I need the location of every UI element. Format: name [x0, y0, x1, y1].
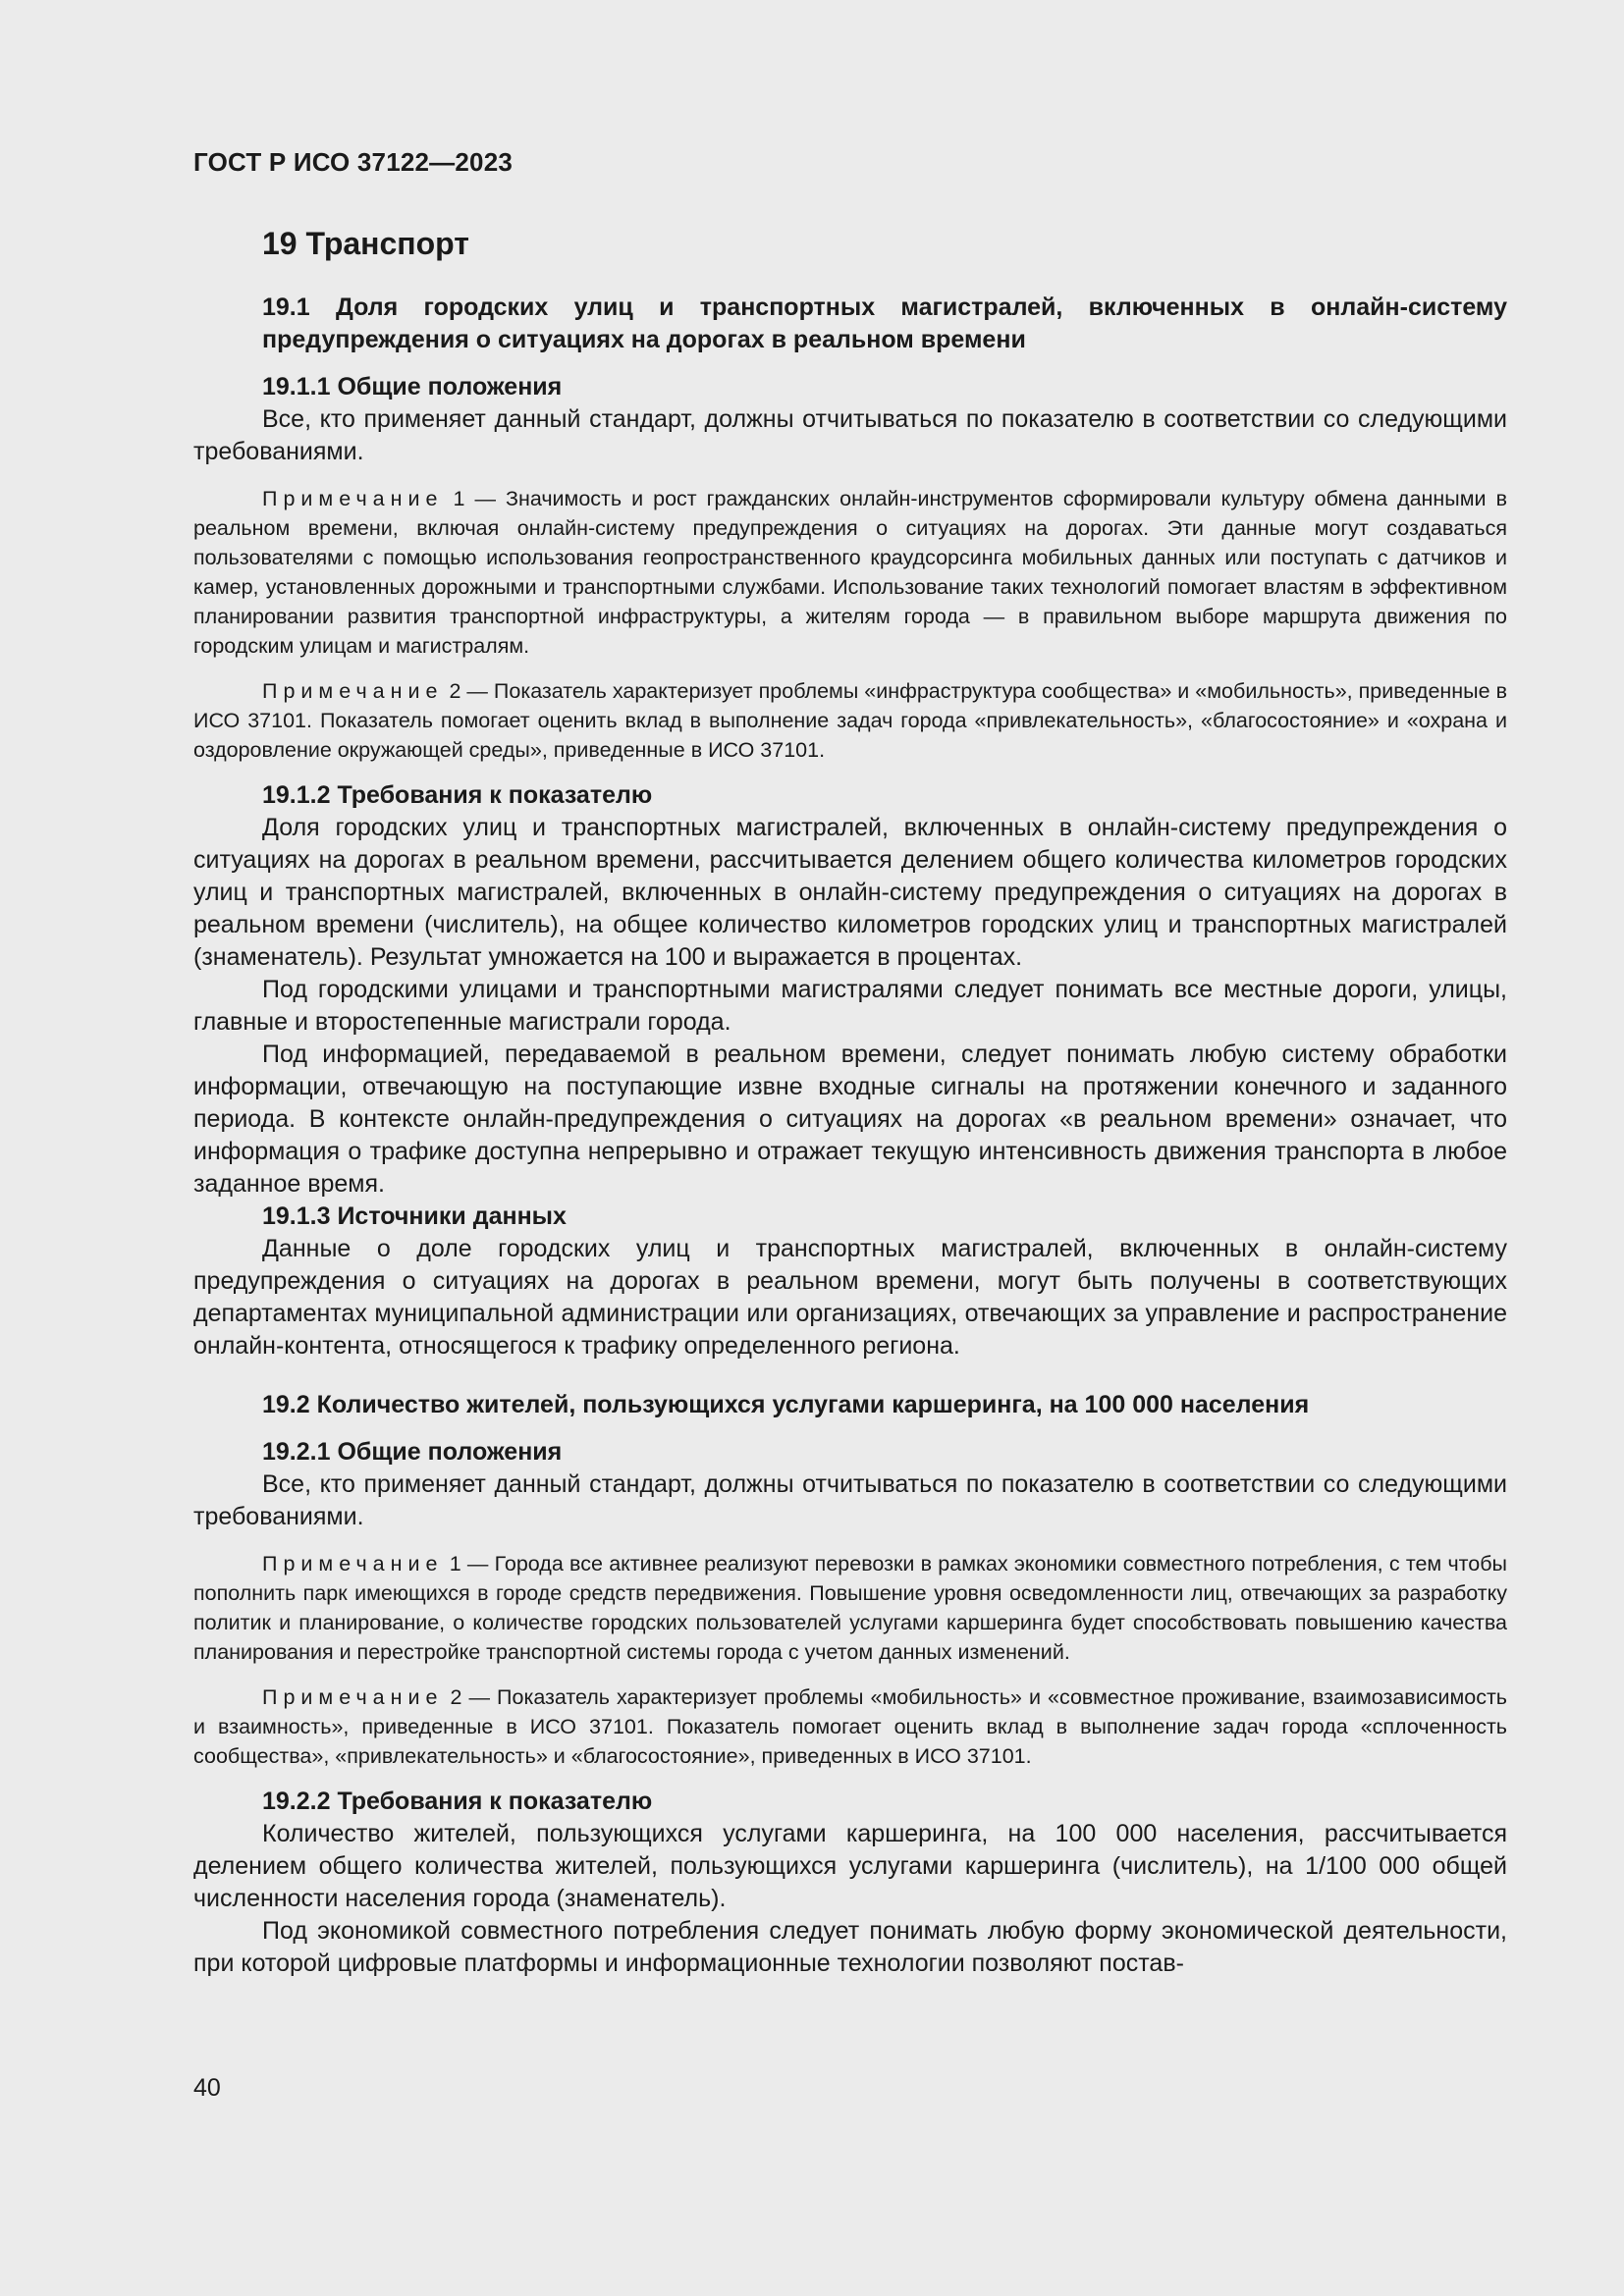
page-number: 40 — [193, 2074, 221, 2102]
section-19-1-1-paragraph: Все, кто применяет данный стандарт, должны отчитываться по показателю в соответствии со следующими требованиями. — [193, 405, 1507, 465]
section-19-1-2-paragraph-1: Доля городских улиц и транспортных магистралей, включенных в онлайн-систему предупреждения о ситуациях на дорогах в реальном времени, рассчитывается делением общего количества километров городских улиц и транспортных магистралей, включенных в онлайн-систему предупреждения о ситуациях на дорогах в реальном времени (числитель), на общее количество километров городских улиц и транспортных магистралей (знаменатель). Результат умножается на 100 и выражается в процентах. — [193, 814, 1507, 971]
note-label: Примечание — [262, 679, 444, 703]
section-19-title: 19 Транспорт — [262, 226, 469, 261]
section-19-1-3-title: 19.1.3 Источники данных — [262, 1202, 567, 1230]
section-19-2-2-paragraph-1: Количество жителей, пользующихся услугами каршеринга, на 100 000 населения, рассчитывается делением общего количества жителей, пользующихся услугами каршеринга (числитель), на 1/100 000 общей численности населения города (знаменатель). — [193, 1820, 1507, 1912]
section-19-2-note-2 — [193, 1682, 1507, 1771]
section-19-1-note-2 — [193, 676, 1507, 765]
note-text: 1 — Города все активнее реализуют перевозки в рамках экономики совместного потребления, с тем чтобы пополнить парк имеющихся в городе средств передвижения. Повышение уровня осведомленности лиц, отвечающих за разработку политик и планирование, о количестве городских пользователей услугами каршеринга будет способствовать повышению качества планирования и перестройке транспортной системы города с учетом данных изменений. — [193, 1552, 1507, 1664]
section-19-1-2-title: 19.1.2 Требования к показателю — [262, 781, 653, 809]
section-19-1-2-paragraph-2: Под городскими улицами и транспортными магистралями следует понимать все местные дороги, улицы, главные и второстепенные магистрали города. — [193, 976, 1507, 1036]
section-19-2-1-paragraph: Все, кто применяет данный стандарт, должны отчитываться по показателю в соответствии со следующими требованиями. — [193, 1470, 1507, 1530]
section-19-1-title: 19.1 Доля городских улиц и транспортных магистралей, включенных в онлайн-систему предупреждения о ситуациях на дорогах в реальном времени — [262, 294, 1507, 353]
note-text: 2 — Показатель характеризует проблемы «инфраструктура сообщества» и «мобильность», приведенные в ИСО 37101. Показатель помогает оценить вклад в выполнение задач города «привлекательность», «благосостояние» и «охрана и оздоровление окружающей среды», приведенные в ИСО 37101. — [193, 679, 1507, 762]
section-19-2-1-title: 19.2.1 Общие положения — [262, 1438, 563, 1466]
note-label: Примечание — [262, 1552, 444, 1575]
section-19-2-2-paragraph-2: Под экономикой совместного потребления следует понимать любую форму экономической деятельности, при которой цифровые платформы и информационные технологии позволяют постав- — [193, 1917, 1507, 1977]
note-label: Примечание — [262, 1685, 444, 1709]
page-content — [193, 222, 1507, 1980]
section-19-1-2-paragraph-3: Под информацией, передаваемой в реальном времени, следует понимать любую систему обработки информации, отвечающую на поступающие извне входные сигналы на протяжении конечного и заданного периода. В контексте онлайн-предупреждения о ситуациях на дорогах «в реальном времени» означает, что информация о трафике доступна непрерывно и отражает текущую интенсивность движения транспорта в любое заданное время. — [193, 1041, 1507, 1198]
section-19-2-title: 19.2 Количество жителей, пользующихся услугами каршеринга, на 100 000 населения — [262, 1391, 1310, 1418]
section-19-1-note-1 — [193, 484, 1507, 661]
section-19-1-3-paragraph: Данные о доле городских улиц и транспортных магистралей, включенных в онлайн-систему предупреждения о ситуациях на дорогах в реальном времени, могут быть получены в соответствующих департаментах муниципальной администрации или организациях, отвечающих за управление и распространение онлайн-контента, относящегося к трафику определенного региона. — [193, 1235, 1507, 1360]
section-19-1-1-title: 19.1.1 Общие положения — [262, 373, 563, 400]
section-19-2-2-title: 19.2.2 Требования к показателю — [262, 1788, 653, 1815]
note-text: 2 — Показатель характеризует проблемы «мобильность» и «совместное проживание, взаимозависимость и взаимность», приведенные в ИСО 37101. Показатель помогает оценить вклад в выполнение задач города «сплоченность сообщества», «привлекательность» и «благосостояние», приведенных в ИСО 37101. — [193, 1685, 1507, 1768]
note-text: 1 — Значимость и рост гражданских онлайн-инструментов сформировали культуру обмена данными в реальном времени, включая онлайн-систему предупреждения о ситуациях на дорогах. Эти данные могут создаваться пользователями с помощью использования геопространственного краудсорсинга мобильных данных или поступать с датчиков и камер, установленных дорожными и транспортными службами. Использование таких технологий помогает властям в эффективном планировании развития транспортной инфраструктуры, а жителям города — в правильном выборе маршрута движения по городским улицам и магистралям. — [193, 487, 1507, 658]
document-header: ГОСТ Р ИСО 37122—2023 — [193, 147, 514, 177]
note-label: Примечание — [262, 487, 444, 510]
section-19-2-note-1 — [193, 1549, 1507, 1667]
